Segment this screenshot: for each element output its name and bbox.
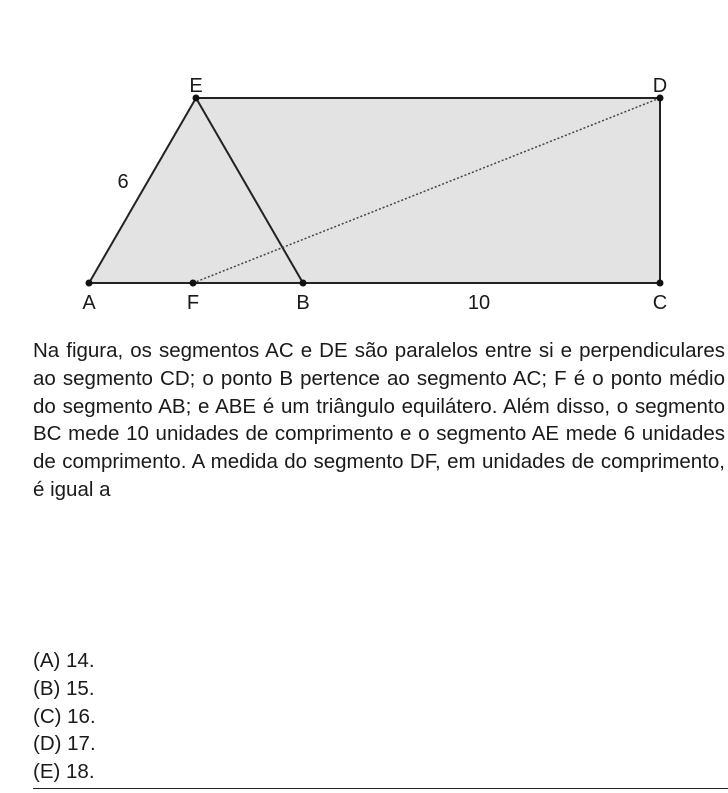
label-f: F (186, 292, 200, 314)
label-c: C (652, 292, 668, 314)
option-e: (E) 18. (33, 760, 95, 784)
point-a (86, 280, 93, 287)
shaded-trapezoid-region (89, 98, 660, 283)
answer-options (33, 647, 96, 786)
point-f (190, 280, 197, 287)
label-a: A (82, 292, 96, 314)
length-label-bc: 10 (467, 292, 491, 314)
option-c: (C) 16. (33, 704, 96, 728)
point-c (657, 280, 664, 287)
label-e: E (189, 75, 203, 97)
option-d: (D) 17. (33, 732, 96, 756)
bottom-divider (33, 788, 728, 789)
geometry-figure (0, 0, 728, 330)
label-b: B (296, 292, 310, 314)
length-label-ae: 6 (117, 171, 129, 193)
option-a: (A) 14. (33, 649, 95, 672)
option-b: (B) 15. (33, 676, 95, 700)
point-b (300, 280, 307, 287)
label-d: D (652, 75, 668, 97)
question-statement: Na figura, os segmentos AC e DE são paralelos entre si e perpendiculares ao segmento CD; o ponto B pertence ao segmento AC; F é o ponto médio do segmento AB; e ABE é um triângulo equilátero. Além disso, o segmento BC mede 10 unidades de comprimento e o segmento AE mede 6 unidades de comprimento. A medida do segmento DF, em unidades de comprimento, é igual a (33, 339, 725, 501)
